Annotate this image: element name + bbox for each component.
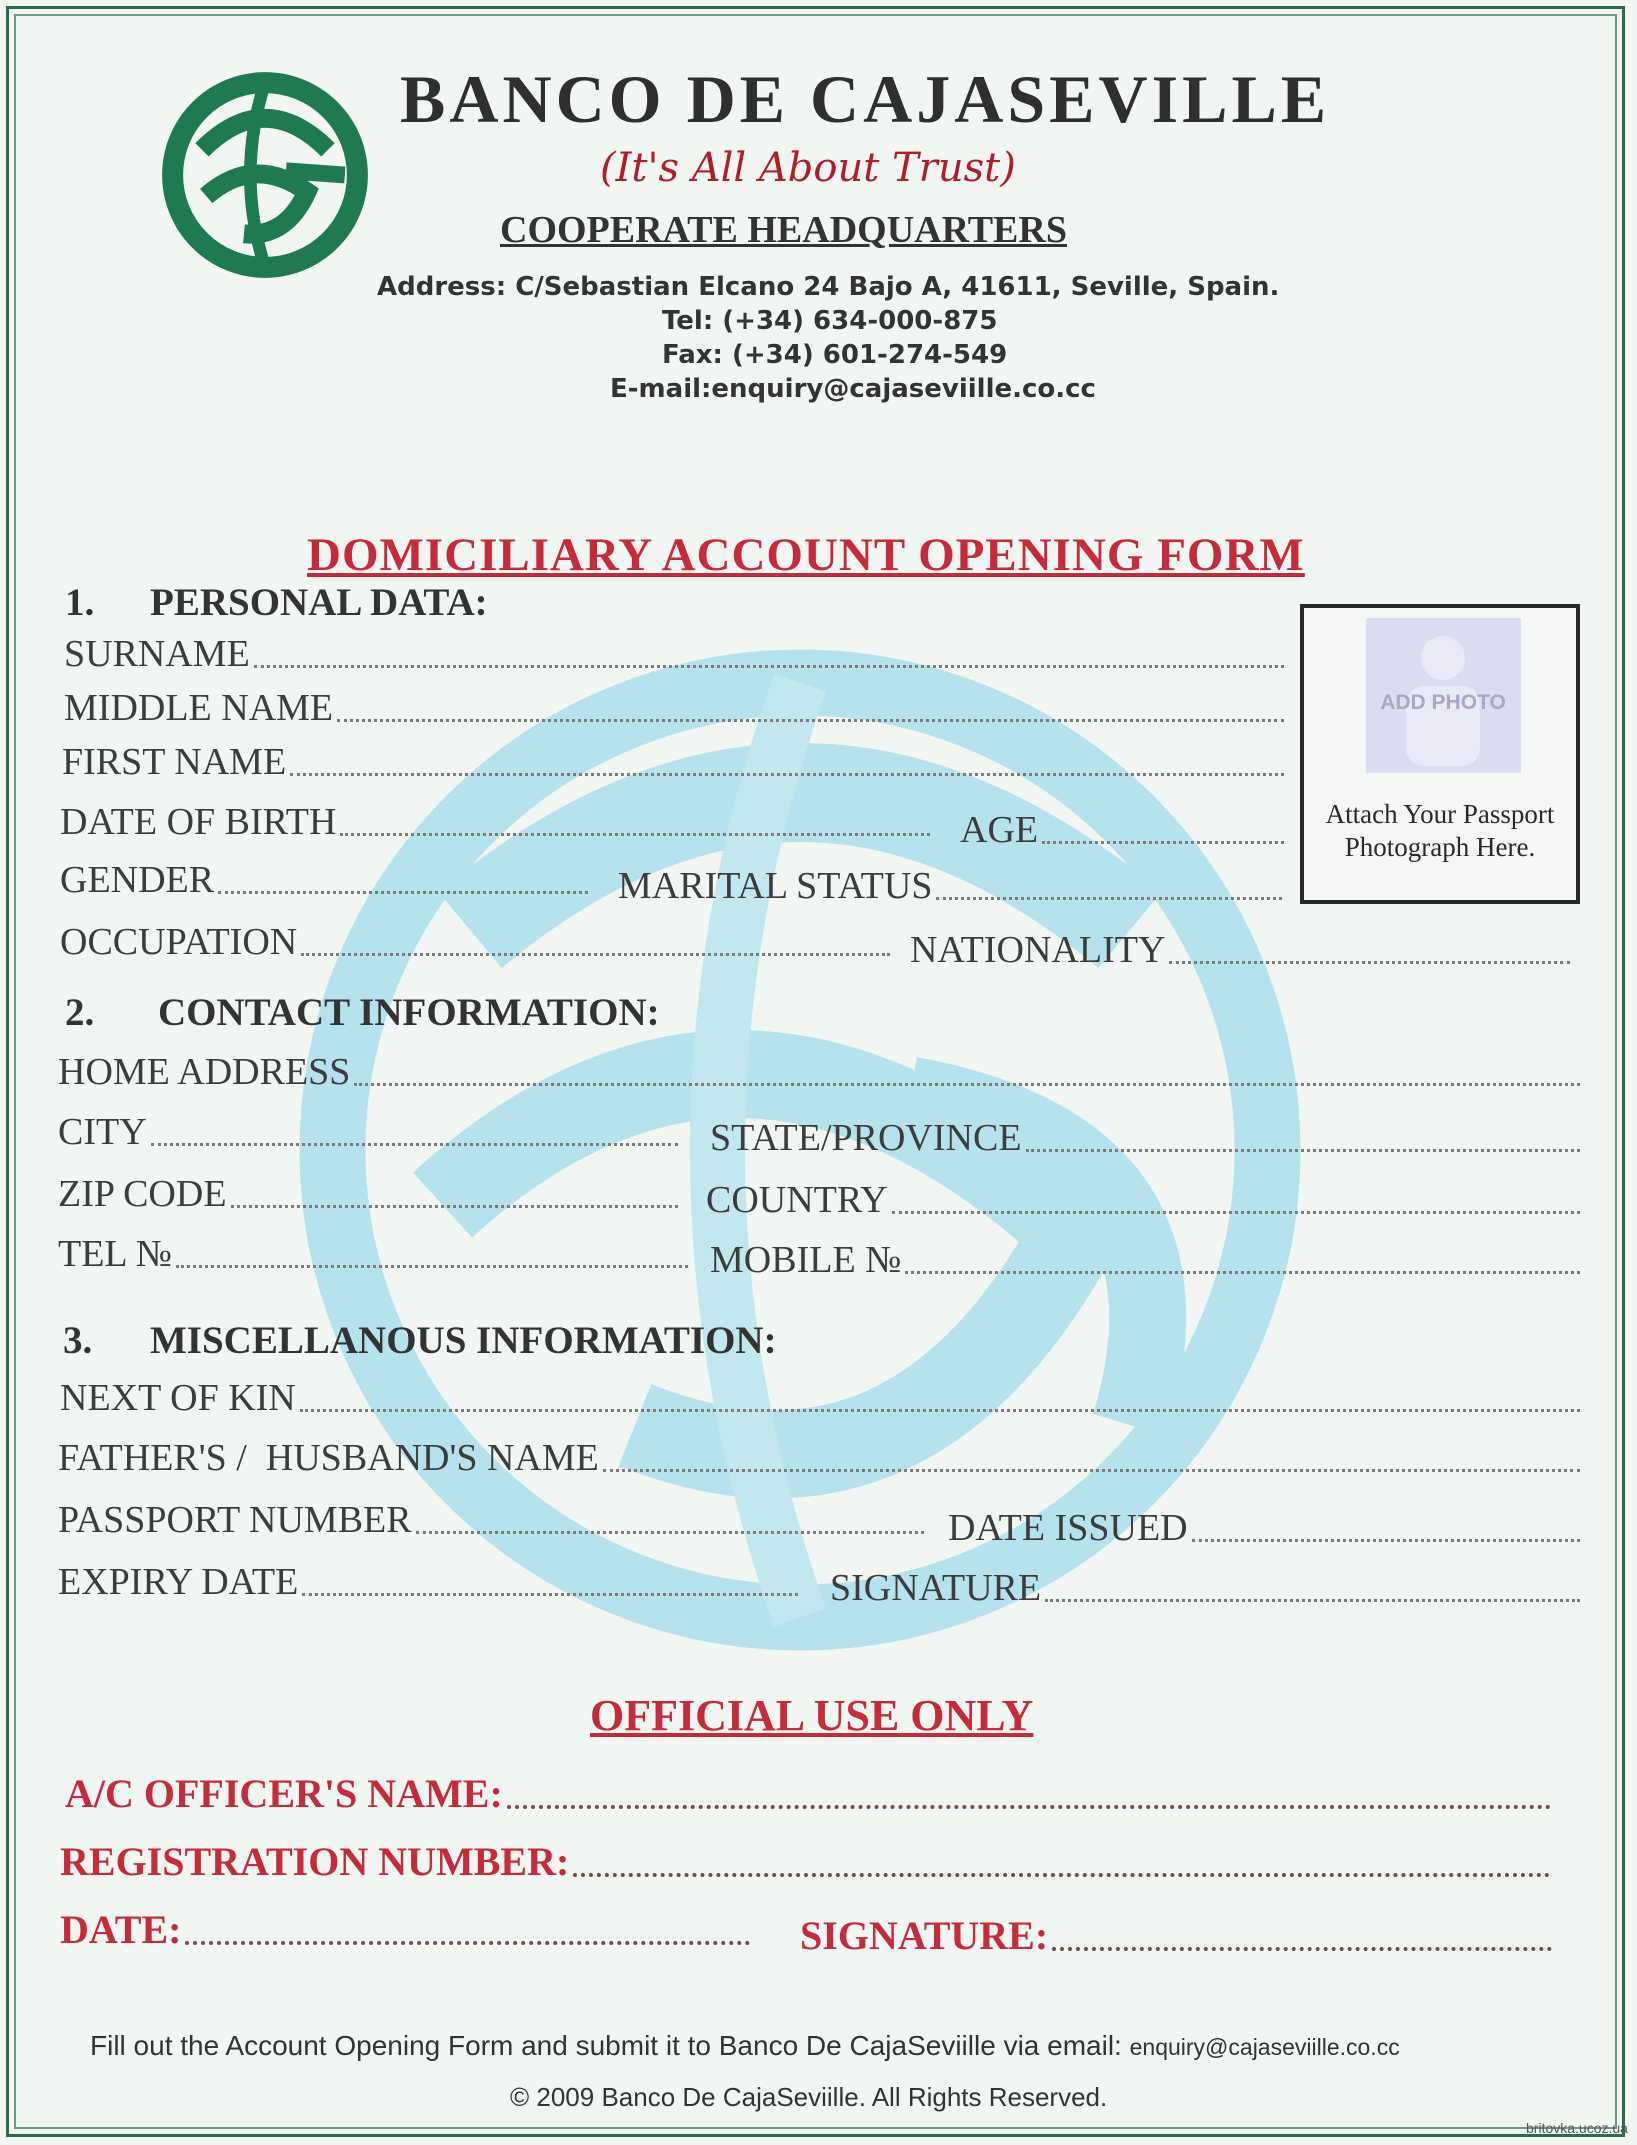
official-date-line[interactable] (185, 1941, 750, 1945)
zip-label: ZIP CODE (58, 1173, 227, 1215)
surname-label: SURNAME (64, 633, 250, 675)
mobile-field[interactable] (710, 1238, 1580, 1282)
tel-number: Tel: (+34) 634-000-875 (662, 306, 998, 336)
city-label: CITY (58, 1111, 147, 1153)
passport-photo-box[interactable] (1300, 604, 1580, 904)
registration-number-line[interactable] (573, 1873, 1550, 1877)
section-number: 3. (63, 1319, 93, 1362)
surname-field[interactable] (64, 632, 1284, 676)
zip-field[interactable] (58, 1172, 678, 1216)
zip-line[interactable] (231, 1205, 678, 1208)
section-title-contact: CONTACT INFORMATION: (158, 991, 660, 1034)
state-label: STATE/PROVINCE (710, 1117, 1022, 1159)
tel-label: TEL № (58, 1233, 172, 1275)
registration-number-field[interactable] (60, 1838, 1550, 1885)
dob-field[interactable] (60, 800, 930, 844)
mobile-line[interactable] (905, 1271, 1580, 1274)
hq-title: COOPERATE HEADQUARTERS (500, 209, 1067, 251)
state-field[interactable] (710, 1116, 1580, 1160)
expiry-date-field[interactable] (58, 1560, 798, 1604)
age-field[interactable] (960, 808, 1284, 852)
first-name-label: FIRST NAME (62, 741, 287, 783)
father-husband-label: FATHER'S / HUSBAND'S NAME (58, 1437, 599, 1479)
official-date-label: DATE: (60, 1907, 182, 1952)
surname-line[interactable] (254, 665, 1284, 668)
age-label: AGE (960, 809, 1039, 851)
section-number: 1. (65, 581, 95, 624)
official-signature-line[interactable] (1052, 1947, 1552, 1951)
bank-logo-icon (160, 70, 370, 280)
gender-label: GENDER (60, 859, 215, 901)
footer-email[interactable]: enquiry@cajaseviille.co.cc (1129, 2034, 1400, 2060)
date-issued-field[interactable] (948, 1506, 1580, 1550)
age-line[interactable] (1042, 841, 1284, 844)
city-line[interactable] (151, 1143, 678, 1146)
country-label: COUNTRY (706, 1179, 888, 1221)
mobile-label: MOBILE № (710, 1239, 902, 1281)
country-field[interactable] (706, 1178, 1580, 1222)
home-address-label: HOME ADDRESS (58, 1051, 351, 1093)
section-title-misc: MISCELLANOUS INFORMATION: (150, 1319, 777, 1362)
expiry-date-label: EXPIRY DATE (58, 1561, 299, 1603)
middle-name-line[interactable] (337, 719, 1284, 722)
dob-line[interactable] (340, 833, 930, 836)
tel-line[interactable] (176, 1265, 688, 1268)
occupation-field[interactable] (60, 920, 890, 964)
nationality-label: NATIONALITY (910, 929, 1166, 971)
gender-field[interactable] (60, 858, 588, 902)
dob-label: DATE OF BIRTH (60, 801, 337, 843)
address: Address: C/Sebastian Elcano 24 Bajo A, 41611, Seville, Spain. (377, 272, 1280, 302)
signature-label: SIGNATURE (830, 1567, 1042, 1609)
gender-line[interactable] (218, 891, 588, 894)
footer-instruction-text: Fill out the Account Opening Form and submit it to Banco De CajaSeviille via email: (90, 2030, 1122, 2061)
occupation-line[interactable] (301, 953, 890, 956)
bank-name: BANCO DE CAJASEVILLE (400, 61, 1331, 137)
marital-status-line[interactable] (936, 897, 1282, 900)
officer-name-line[interactable] (507, 1805, 1551, 1809)
copyright: © 2009 Banco De CajaSeviille. All Rights Reserved. (510, 2082, 1108, 2112)
middle-name-field[interactable] (64, 686, 1284, 730)
photo-placeholder[interactable] (1366, 618, 1521, 773)
site-credit: britovka.ucoz.ua (1526, 2120, 1628, 2136)
official-signature-field[interactable] (800, 1912, 1552, 1959)
marital-status-field[interactable] (618, 864, 1282, 908)
footer-instruction (90, 2030, 1400, 2062)
official-signature-label: SIGNATURE: (800, 1913, 1049, 1958)
add-photo-label: ADD PHOTO (1380, 691, 1506, 714)
officer-name-field[interactable] (65, 1770, 1551, 1817)
next-of-kin-label: NEXT OF KIN (60, 1377, 296, 1419)
official-use-title: OFFICIAL USE ONLY (590, 1691, 1034, 1740)
father-husband-line[interactable] (603, 1469, 1580, 1472)
registration-number-label: REGISTRATION NUMBER: (60, 1839, 570, 1884)
home-address-line[interactable] (354, 1083, 1580, 1086)
country-line[interactable] (892, 1211, 1580, 1214)
tagline: (It's All About Trust) (600, 145, 1016, 191)
passport-number-field[interactable] (58, 1498, 924, 1542)
person-silhouette-icon (1366, 618, 1521, 773)
passport-number-line[interactable] (416, 1531, 924, 1534)
next-of-kin-field[interactable] (60, 1376, 1580, 1420)
section-title-personal: PERSONAL DATA: (150, 581, 488, 624)
occupation-label: OCCUPATION (60, 921, 298, 963)
date-issued-label: DATE ISSUED (948, 1507, 1188, 1549)
officer-name-label: A/C OFFICER'S NAME: (65, 1771, 503, 1816)
first-name-field[interactable] (62, 740, 1284, 784)
marital-status-label: MARITAL STATUS (618, 865, 933, 907)
middle-name-label: MIDDLE NAME (64, 687, 334, 729)
tel-field[interactable] (58, 1232, 688, 1276)
section-number: 2. (65, 991, 95, 1034)
city-field[interactable] (58, 1110, 678, 1154)
father-husband-field[interactable] (58, 1436, 1580, 1480)
signature-line[interactable] (1045, 1599, 1580, 1602)
fax-number: Fax: (+34) 601-274-549 (662, 340, 1008, 370)
nationality-field[interactable] (910, 928, 1570, 972)
date-issued-line[interactable] (1192, 1539, 1580, 1542)
nationality-line[interactable] (1169, 961, 1570, 964)
expiry-date-line[interactable] (302, 1593, 798, 1596)
first-name-line[interactable] (290, 773, 1284, 776)
photo-caption: Attach Your Passport Photograph Here. (1325, 799, 1555, 862)
state-line[interactable] (1026, 1149, 1580, 1152)
signature-field[interactable] (830, 1566, 1580, 1610)
next-of-kin-line[interactable] (300, 1409, 1580, 1412)
form-title: DOMICILIARY ACCOUNT OPENING FORM (307, 529, 1305, 581)
passport-number-label: PASSPORT NUMBER (58, 1499, 412, 1541)
official-date-field[interactable] (60, 1906, 750, 1953)
email: E-mail:enquiry@cajaseviille.co.cc (610, 374, 1096, 404)
home-address-field[interactable] (58, 1050, 1580, 1094)
